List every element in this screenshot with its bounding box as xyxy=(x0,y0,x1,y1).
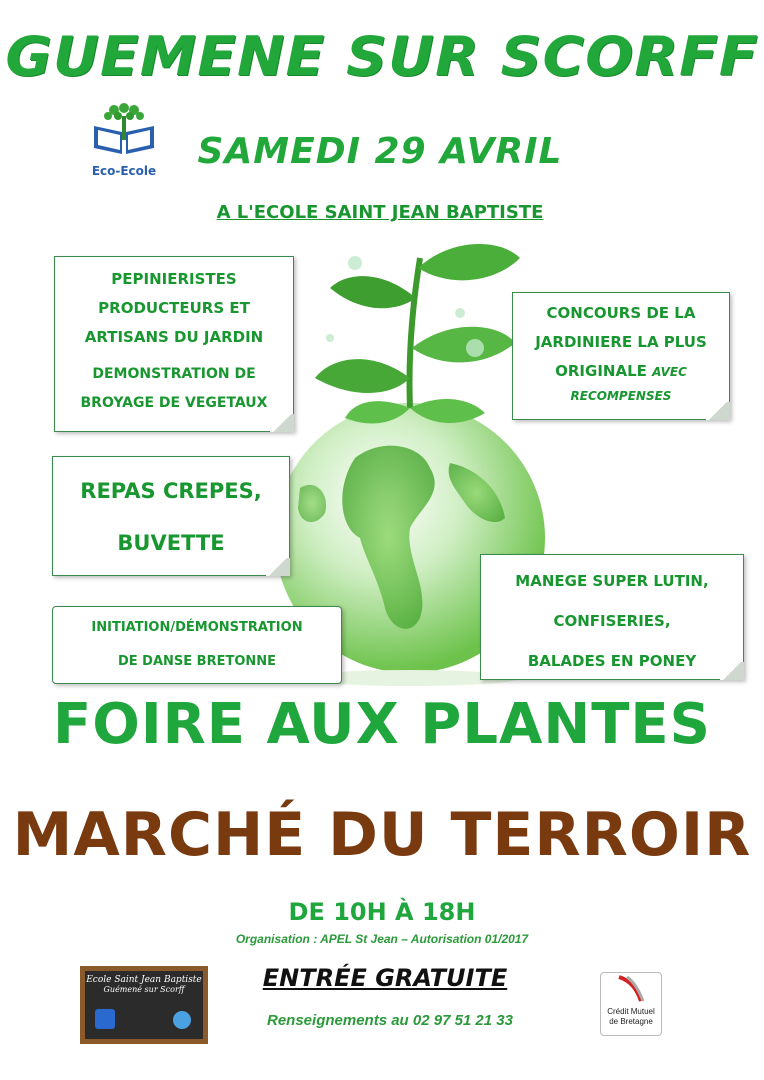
info-box-kids xyxy=(480,554,744,680)
producers-line-1: PEPINIERISTES xyxy=(111,270,237,288)
entry-free: ENTRÉE GRATUITE xyxy=(262,964,508,992)
page-fold-icon xyxy=(270,414,294,432)
producers-line-5: BROYAGE DE VEGETAUX xyxy=(80,395,268,411)
contest-line-1: CONCOURS DE LA xyxy=(546,304,696,322)
info-box-producers xyxy=(54,256,294,432)
eco-ecole-tree-icon xyxy=(88,98,160,158)
producers-line-3: ARTISANS DU JARDIN xyxy=(84,328,264,346)
contest-line-2: JARDINIERE LA PLUS xyxy=(535,333,707,351)
contest-line-3-wrap xyxy=(513,357,729,387)
headline-marche: MARCHÉ DU TERROIR xyxy=(12,800,752,870)
page-title: GUEMENE SUR SCORFF xyxy=(5,25,759,88)
event-date: SAMEDI 29 AVRIL xyxy=(197,131,563,172)
info-box-contest xyxy=(512,292,730,420)
event-hours: DE 10H À 18H xyxy=(288,898,476,926)
dance-line-1: INITIATION/DÉMONSTRATION xyxy=(91,620,303,635)
producers-line-2: PRODUCTEURS ET xyxy=(98,299,250,317)
contest-line-3b: AVEC xyxy=(652,365,687,379)
bank-line-1: Crédit Mutuel xyxy=(607,1007,655,1016)
credit-mutuel-swoosh-icon xyxy=(601,973,661,1003)
page-fold-icon xyxy=(720,662,744,680)
info-box-food xyxy=(52,456,290,576)
eco-ecole-logo xyxy=(88,98,160,180)
school-logo-line-1: Ecole Saint Jean Baptiste xyxy=(86,975,202,985)
organisation-note: Organisation : APEL St Jean – Autorisation 01/2017 xyxy=(235,932,529,946)
contact-info: Renseignements au 02 97 51 21 33 xyxy=(267,1012,513,1029)
globe-icon xyxy=(173,1011,191,1029)
info-box-dance xyxy=(52,606,342,684)
dance-line-2: DE DANSE BRETONNE xyxy=(117,654,277,669)
eco-ecole-label: Eco-Ecole xyxy=(91,164,157,178)
contest-line-4: RECOMPENSES xyxy=(570,389,672,403)
headline-foire: FOIRE AUX PLANTES xyxy=(52,692,712,757)
producers-line-4: DEMONSTRATION DE xyxy=(92,366,256,382)
kids-line-1: MANEGE SUPER LUTIN, xyxy=(515,572,709,590)
credit-mutuel-logo xyxy=(600,972,662,1036)
bank-line-2: de Bretagne xyxy=(609,1017,653,1026)
school-emblem-icon xyxy=(95,1009,115,1029)
contest-line-3: ORIGINALE xyxy=(555,362,647,380)
school-logo-line-2: Guémené sur Scorff xyxy=(103,985,185,994)
kids-line-3: BALADES EN PONEY xyxy=(527,652,697,670)
school-logo xyxy=(80,966,208,1044)
page-fold-icon xyxy=(266,558,290,576)
page-fold-icon xyxy=(706,402,730,420)
food-line-2: BUVETTE xyxy=(117,531,225,555)
kids-line-2: CONFISERIES, xyxy=(553,612,671,630)
event-location: A L'ECOLE SAINT JEAN BAPTISTE xyxy=(216,202,544,223)
food-line-1: REPAS CREPES, xyxy=(80,479,262,503)
